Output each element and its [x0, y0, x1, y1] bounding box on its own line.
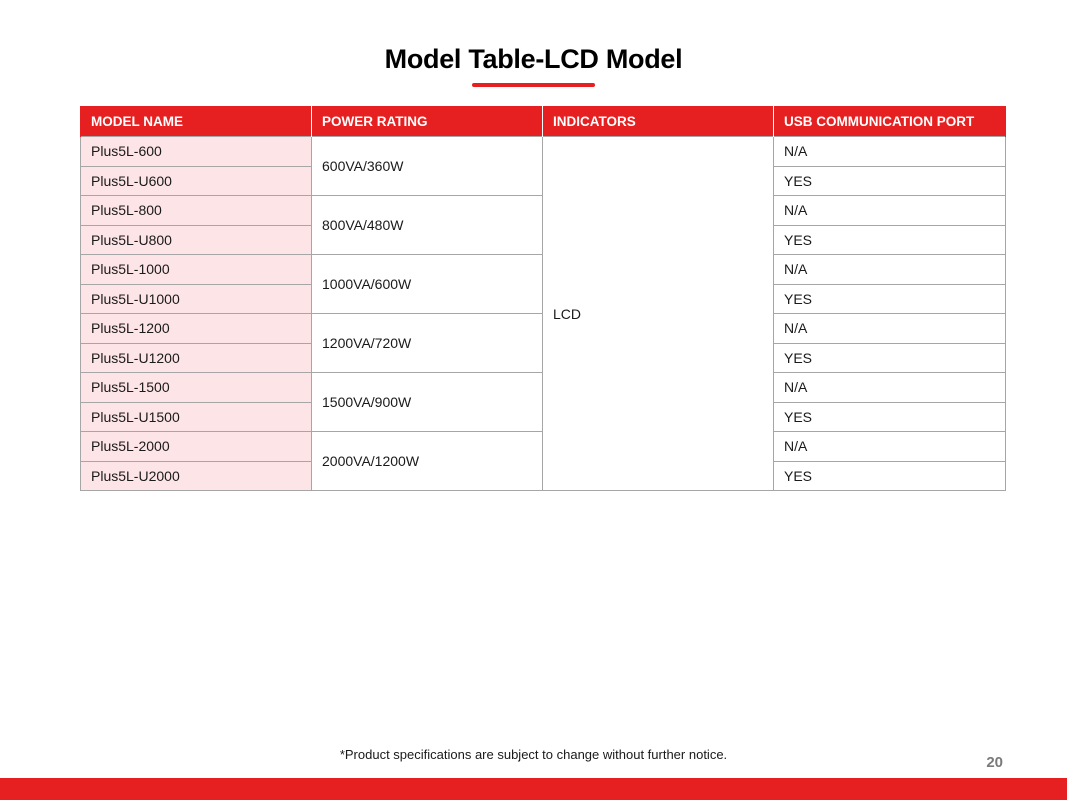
- usb-port-cell: YES: [774, 343, 1006, 373]
- usb-port-cell: YES: [774, 402, 1006, 432]
- table-row: [81, 137, 1006, 167]
- model-table: [80, 106, 1006, 491]
- usb-port-cell: N/A: [774, 255, 1006, 285]
- power-rating-cell: 1200VA/720W: [312, 314, 543, 373]
- page-number: 20: [986, 754, 1003, 771]
- usb-port-cell: N/A: [774, 137, 1006, 167]
- usb-port-cell: YES: [774, 225, 1006, 255]
- power-rating-cell: 2000VA/1200W: [312, 432, 543, 491]
- model-name-cell: Plus5L-1000: [81, 255, 312, 285]
- usb-port-cell: N/A: [774, 373, 1006, 403]
- page-title: Model Table-LCD Model: [384, 44, 683, 74]
- model-name-cell: Plus5L-2000: [81, 432, 312, 462]
- header-power-rating: POWER RATING: [312, 106, 543, 137]
- model-name-cell: Plus5L-U600: [81, 166, 312, 196]
- table-header-row: [81, 106, 1006, 137]
- usb-port-cell: N/A: [774, 196, 1006, 226]
- indicator-cell: LCD: [543, 137, 774, 491]
- model-name-cell: Plus5L-800: [81, 196, 312, 226]
- title-underline: [472, 83, 595, 87]
- usb-port-cell: YES: [774, 461, 1006, 491]
- model-name-cell: Plus5L-U2000: [81, 461, 312, 491]
- model-name-cell: Plus5L-1500: [81, 373, 312, 403]
- model-name-cell: Plus5L-U1500: [81, 402, 312, 432]
- model-name-cell: Plus5L-1200: [81, 314, 312, 344]
- model-name-cell: Plus5L-U1000: [81, 284, 312, 314]
- usb-port-cell: YES: [774, 166, 1006, 196]
- power-rating-cell: 1500VA/900W: [312, 373, 543, 432]
- header-indicators: INDICATORS: [543, 106, 774, 137]
- footnote: *Product specifications are subject to change without further notice.: [339, 747, 728, 762]
- footer-bar: [0, 778, 1067, 800]
- usb-port-cell: N/A: [774, 432, 1006, 462]
- usb-port-cell: YES: [774, 284, 1006, 314]
- power-rating-cell: 1000VA/600W: [312, 255, 543, 314]
- power-rating-cell: 800VA/480W: [312, 196, 543, 255]
- power-rating-cell: 600VA/360W: [312, 137, 543, 196]
- model-name-cell: Plus5L-U800: [81, 225, 312, 255]
- model-name-cell: Plus5L-U1200: [81, 343, 312, 373]
- header-model-name: MODEL NAME: [81, 106, 312, 137]
- header-usb-port: USB COMMUNICATION PORT: [774, 106, 1006, 137]
- model-name-cell: Plus5L-600: [81, 137, 312, 167]
- usb-port-cell: N/A: [774, 314, 1006, 344]
